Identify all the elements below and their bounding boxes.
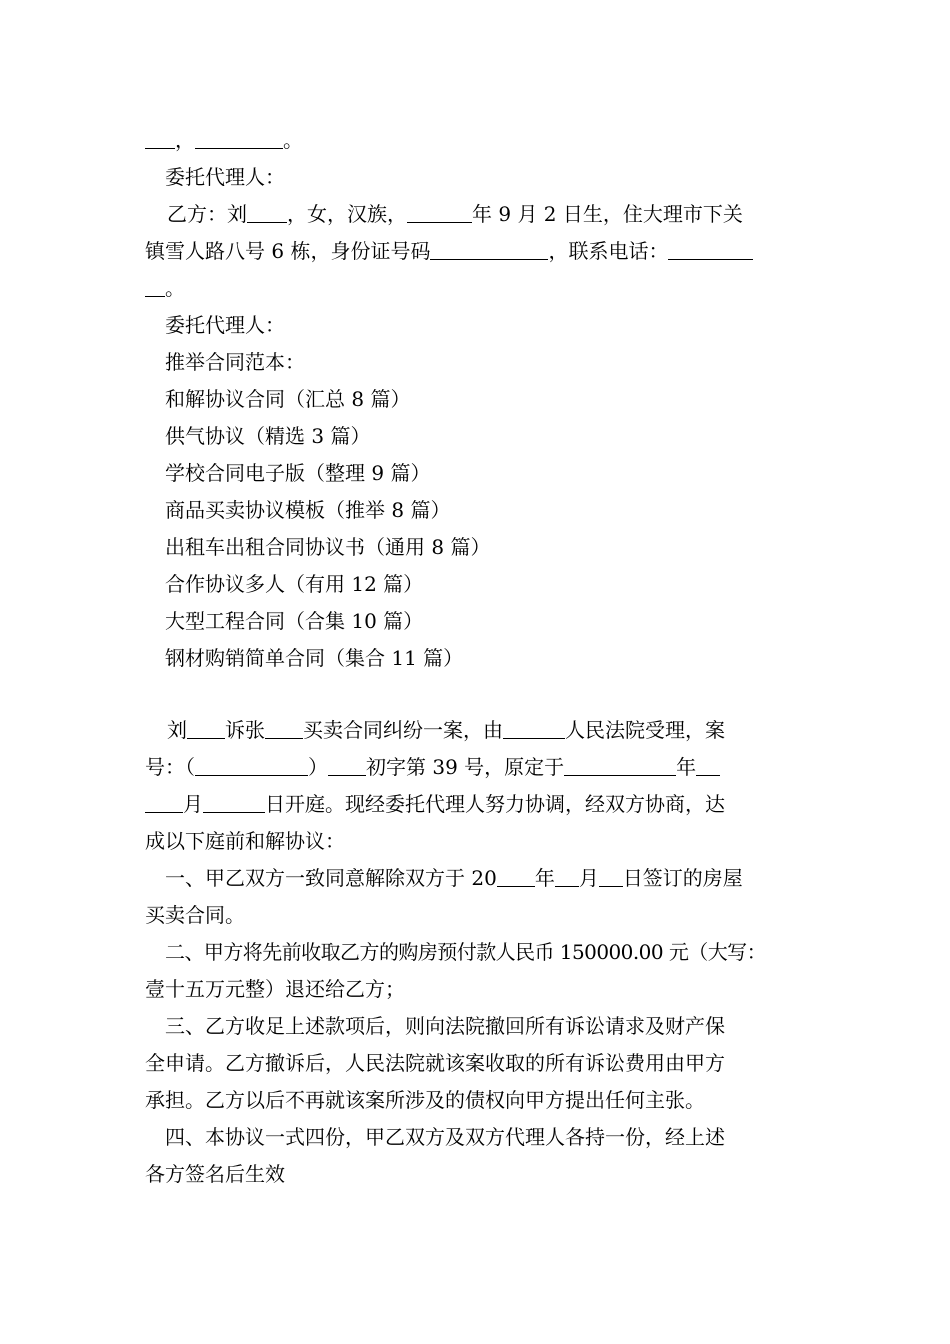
template-link[interactable]: 和解协议合同（汇总 8 篇）: [165, 387, 411, 411]
template-link[interactable]: 大型工程合同（合集 10 篇）: [165, 609, 424, 633]
clause-4-cont: 各方签名后生效: [145, 1162, 285, 1186]
case-paragraph-line-1: 刘 诉张 买卖合同纠纷一案，由 人民法院受理，案: [167, 718, 725, 742]
blank-line: [203, 792, 265, 813]
blank-line: [696, 755, 720, 776]
case-paragraph-line-3: 月 日开庭。现经委托代理人努力协调，经双方协商，达: [145, 786, 810, 823]
blank-line: [145, 792, 183, 813]
document-body: [145, 122, 810, 1193]
case-paragraph-line-4: 成以下庭前和解协议：: [145, 829, 345, 853]
blank-line: [407, 202, 472, 223]
blank-line: [497, 866, 535, 887]
clause-1-cont: 买卖合同。: [145, 903, 245, 927]
template-link[interactable]: 供气协议（精选 3 篇）: [165, 424, 371, 448]
agent-label: 委托代理人：: [165, 313, 285, 337]
clause-3-cont: 承担。乙方以后不再就该案所涉及的债权向甲方提出任何主张。: [145, 1088, 705, 1112]
blank-line: [195, 128, 283, 149]
blank-line: [503, 718, 565, 739]
blank-line: [265, 718, 303, 739]
clause-2: 二、甲方将先前收取乙方的购房预付款人民币 150000.00 元（大写：: [165, 940, 767, 964]
party-a-contact-tail: ， 。: [145, 122, 810, 159]
blank-line: [187, 718, 225, 739]
party-b-line: 乙方：刘 ，女，汉族， 年 9 月 2 日生，住大理市下关: [167, 202, 743, 226]
clause-1: 一、甲乙双方一致同意解除双方于 20 年 月 日签订的房屋: [165, 866, 743, 890]
blank-line: [564, 755, 676, 776]
blank-line: [247, 202, 287, 223]
clause-2-cont: 壹十五万元整）退还给乙方；: [145, 977, 405, 1001]
blank-line: [599, 866, 623, 887]
blank-line: [668, 239, 753, 260]
template-link[interactable]: 钢材购销简单合同（集合 11 篇）: [165, 646, 464, 670]
template-link[interactable]: 学校合同电子版（整理 9 篇）: [165, 461, 431, 485]
party-b-line-3: 。: [145, 270, 810, 307]
recommend-heading: 推举合同范本：: [165, 350, 305, 374]
blank-line: [555, 866, 579, 887]
clause-3-cont: 全申请。乙方撤诉后，人民法院就该案收取的所有诉讼费用由甲方: [145, 1051, 725, 1075]
blank-line: [145, 128, 175, 149]
party-b-line-2: 镇雪人路八号 6 栋，身份证号码 ，联系电话：: [145, 233, 810, 270]
clause-4: 四、本协议一式四份，甲乙双方及双方代理人各持一份，经上述: [165, 1125, 725, 1149]
template-link[interactable]: 商品买卖协议模板（推举 8 篇）: [165, 498, 451, 522]
blank-line: [328, 755, 366, 776]
agent-label: 委托代理人：: [165, 165, 285, 189]
case-paragraph-line-2: 号：（ ） 初字第 39 号，原定于 年: [145, 749, 810, 786]
template-link[interactable]: 出租车出租合同协议书（通用 8 篇）: [165, 535, 491, 559]
template-link[interactable]: 合作协议多人（有用 12 篇）: [165, 572, 424, 596]
blank-line: [430, 239, 548, 260]
clause-3: 三、乙方收足上述款项后，则向法院撤回所有诉讼请求及财产保: [165, 1014, 725, 1038]
paragraph-gap: [145, 677, 810, 712]
blank-line: [145, 276, 165, 297]
blank-line: [195, 755, 308, 776]
